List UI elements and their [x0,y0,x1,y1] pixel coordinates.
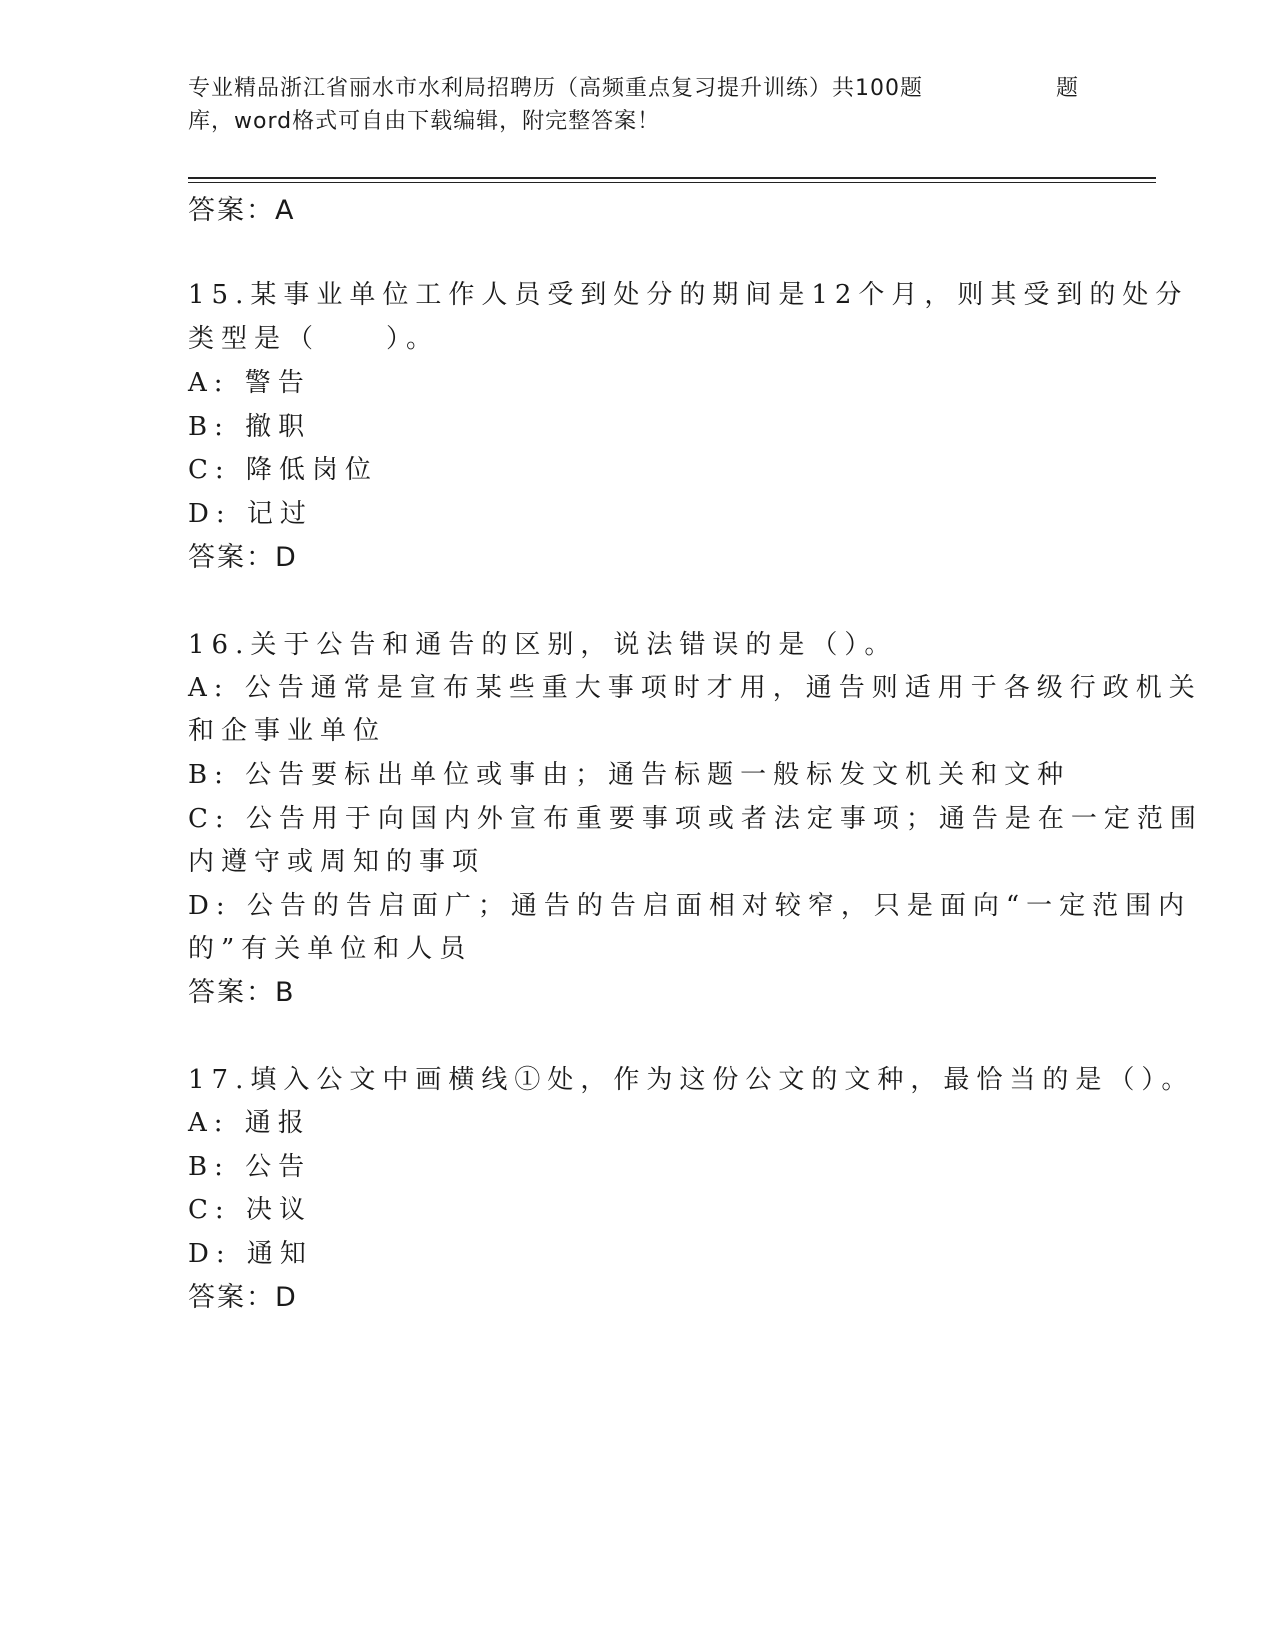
question-16-option-a-line-2: 和企事业单位 [188,716,387,746]
question-17-answer: 答案：D [188,1282,298,1313]
previous-answer: 答案：A [188,195,296,226]
question-17-option-d: D: 通知 [188,1239,313,1269]
header-divider-thick [188,177,1156,179]
question-17-option-b: B: 公告 [188,1152,312,1182]
question-16-option-b: B: 公告要标出单位或事由；通告标题一般标发文机关和文种 [188,760,1071,790]
question-17-option-c: C: 决议 [188,1195,312,1225]
question-17-option-a: A: 通报 [188,1108,311,1138]
question-16-answer: 答案：B [188,977,296,1008]
question-15-option-a: A: 警告 [188,368,311,398]
question-15-option-c: C: 降低岗位 [188,455,378,485]
header-title-line-1-tail: 题 [1056,76,1080,101]
question-17-stem-line-1: 17.填入公文中画横线①处，作为这份公文的文种，最恰当的是（）。 [188,1065,1195,1095]
question-16-option-d-line-1: D: 公告的告启面广；通告的告启面相对较窄，只是面向“一定范围内 [188,891,1192,921]
question-16-option-a-line-1: A: 公告通常是宣布某些重大事项时才用，通告则适用于各级行政机关 [188,673,1202,703]
question-16-option-d-line-2: 的”有关单位和人员 [188,934,473,964]
header-divider-thin [188,182,1156,183]
header-title-line-1: 专业精品浙江省丽水市水利局招聘历（高频重点复习提升训练）共100题 题 [188,72,1088,105]
page-header [188,72,1088,138]
question-16-option-c-line-2: 内遵守或周知的事项 [188,847,486,877]
question-15-stem-line-2: 类型是（ ）。 [188,324,440,354]
question-15-answer: 答案：D [188,542,298,573]
question-15-option-d: D: 记过 [188,499,313,529]
question-15-option-b: B: 撤职 [188,412,312,442]
question-15-stem-line-1: 15.某事业单位工作人员受到处分的期间是12个月，则其受到的处分 [188,280,1189,310]
question-16-stem-line-1: 16.关于公告和通告的区别，说法错误的是（）。 [188,630,898,660]
question-16-option-c-line-1: C: 公告用于向国内外宣布重要事项或者法定事项；通告是在一定范围 [188,804,1203,834]
header-title-line-2: 库，word格式可自由下载编辑，附完整答案！ [188,109,661,134]
